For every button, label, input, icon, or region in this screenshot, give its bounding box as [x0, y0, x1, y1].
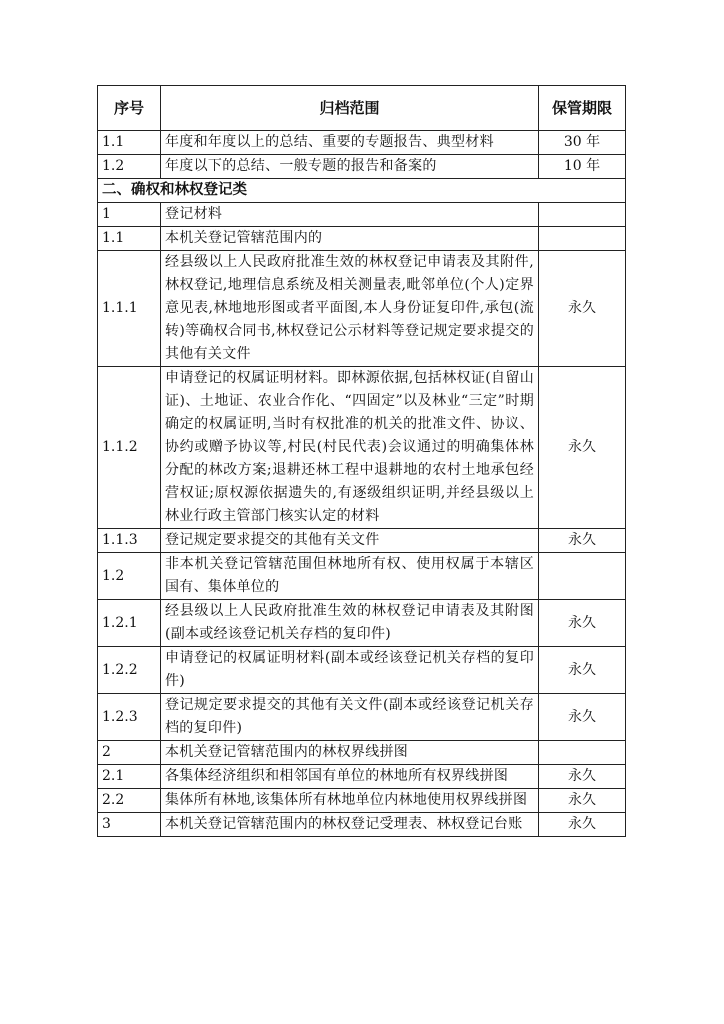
section-row: [98, 179, 626, 203]
row-scope: 登记规定要求提交的其他有关文件(副本或经该登记机关存档的复印件): [161, 694, 539, 741]
header-scope: 归档范围: [161, 86, 539, 131]
row-num: 1.1: [98, 227, 161, 251]
table-row: [98, 741, 626, 765]
row-num: 1.1.1: [98, 251, 161, 367]
row-scope: 集体所有林地,该集体所有林地单位内林地使用权界线拼图: [161, 789, 539, 813]
archive-retention-table: [97, 85, 626, 837]
row-num: 1.2.3: [98, 694, 161, 741]
row-term: [539, 203, 626, 227]
row-num: 1.1: [98, 131, 161, 155]
row-num: 1.2.2: [98, 647, 161, 694]
table-row: [98, 251, 626, 367]
row-scope: 年度以下的总结、一般专题的报告和备案的: [161, 155, 539, 179]
table-row: [98, 694, 626, 741]
table-row: [98, 155, 626, 179]
row-scope: 登记规定要求提交的其他有关文件: [161, 529, 539, 553]
table-row: [98, 529, 626, 553]
row-scope: 申请登记的权属证明材料(副本或经该登记机关存档的复印件): [161, 647, 539, 694]
row-scope: 本机关登记管辖范围内的林权登记受理表、林权登记台账: [161, 813, 539, 837]
row-num: 1.1.2: [98, 367, 161, 529]
row-scope: 本机关登记管辖范围内的林权界线拼图: [161, 741, 539, 765]
table-row: [98, 813, 626, 837]
row-scope: 申请登记的权属证明材料。即林源依据,包括林权证(自留山证)、土地证、农业合作化、“四固定”以及林业“三定”时期确定的权属证明,当时有权批准的机关的批准文件、协议、协约或赠予协议等,村民(村民代表)会议通过的明确集体林分配的林改方案;退耕还林工程中退耕地的农村土地承包经营权证;原权源依据遗失的,有逐级组织证明,并经县级以上林业行政主管部门核实认定的材料: [161, 367, 539, 529]
row-num: 1.1.3: [98, 529, 161, 553]
row-num: 1: [98, 203, 161, 227]
table-row: [98, 367, 626, 529]
table-row: [98, 203, 626, 227]
row-scope: 经县级以上人民政府批准生效的林权登记申请表及其附件,林权登记,地理信息系统及相关测量表,毗邻单位(个人)定界意见表,林地地形图或者平面图,本人身份证复印件,承包(流转)等确权合同书,林权登记公示材料等登记规定要求提交的其他有关文件: [161, 251, 539, 367]
row-num: 1.2.1: [98, 600, 161, 647]
table-row: [98, 647, 626, 694]
table-row: [98, 789, 626, 813]
row-term: 永久: [539, 600, 626, 647]
row-num: 2: [98, 741, 161, 765]
row-term: 永久: [539, 251, 626, 367]
section-title: 二、确权和林权登记类: [98, 179, 626, 203]
row-term: [539, 227, 626, 251]
row-term: 永久: [539, 694, 626, 741]
row-term: 永久: [539, 367, 626, 529]
row-scope: 经县级以上人民政府批准生效的林权登记申请表及其附图(副本或经该登记机关存档的复印件): [161, 600, 539, 647]
table-row: [98, 131, 626, 155]
table-row: [98, 553, 626, 600]
row-term: 永久: [539, 529, 626, 553]
row-scope: 年度和年度以上的总结、重要的专题报告、典型材料: [161, 131, 539, 155]
row-scope: 登记材料: [161, 203, 539, 227]
table-header-row: [98, 86, 626, 131]
table-row: [98, 765, 626, 789]
row-term: [539, 553, 626, 600]
row-term: 永久: [539, 789, 626, 813]
row-term: [539, 741, 626, 765]
header-term: 保管期限: [539, 86, 626, 131]
row-scope: 各集体经济组织和相邻国有单位的林地所有权界线拼图: [161, 765, 539, 789]
row-num: 1.2: [98, 155, 161, 179]
row-term: 30 年: [539, 131, 626, 155]
row-scope: 本机关登记管辖范围内的: [161, 227, 539, 251]
table-row: [98, 600, 626, 647]
row-term: 10 年: [539, 155, 626, 179]
header-num: 序号: [98, 86, 161, 131]
row-term: 永久: [539, 765, 626, 789]
row-term: 永久: [539, 813, 626, 837]
row-num: 1.2: [98, 553, 161, 600]
table-row: [98, 227, 626, 251]
row-scope: 非本机关登记管辖范围但林地所有权、使用权属于本辖区国有、集体单位的: [161, 553, 539, 600]
row-num: 2.2: [98, 789, 161, 813]
row-num: 2.1: [98, 765, 161, 789]
row-term: 永久: [539, 647, 626, 694]
row-num: 3: [98, 813, 161, 837]
